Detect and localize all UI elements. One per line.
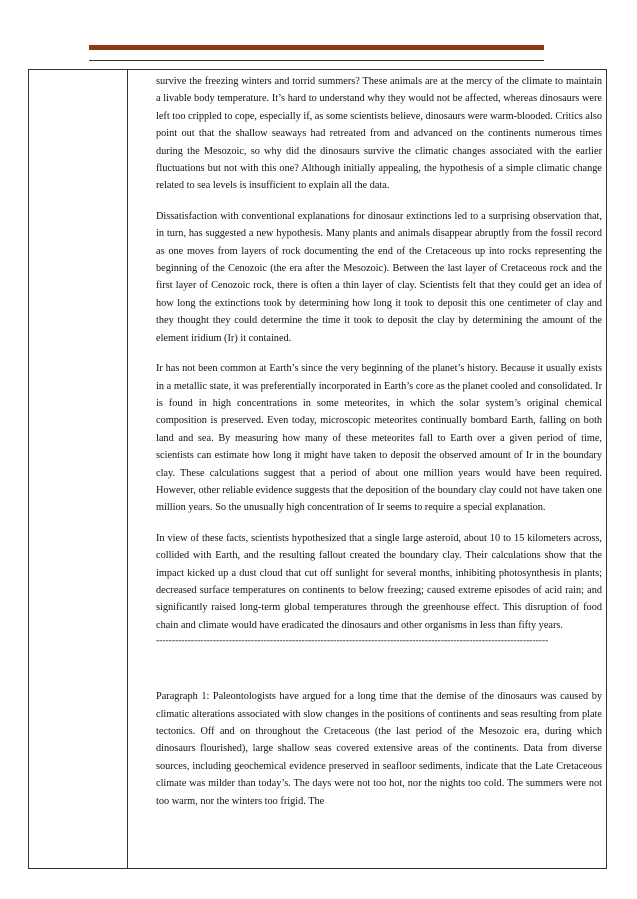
paragraph-question-1: Paragraph 1: Paleontologists have argued for a long time that the demise of the dinosaurs was caused by climatic alterations associated with slow changes in the positions of continents and seas resulting from plate tectonics. Off and on throughout the Cretaceous (the last period of the Mesozoic era, during which dinosaurs flourished), large shallow seas covered extensive areas of the continents. Data from diverse sources, including geochemical evidence preserved in seafloor sediments, indicate that the Late Cretaceous climate was milder than today’s. The days were not too hot, nor the nights too cold. The summers were not too warm, nor the winters too frigid. The [156, 691, 602, 807]
left-column [29, 70, 128, 868]
document-table [28, 69, 607, 869]
paragraph-3: Ir has not been common at Earth’s since the very beginning of the planet’s history. Because it usually exists in a metallic state, it was preferentially incorporated in Earth’s core as the planet cooled and consolidated. Ir is found in high concentrations in some meteorites, in which the solar system’s original chemical composition is preserved. Even today, microscopic meteorites continually bombard Earth, falling on both land and sea. By measuring how many of these meteorites fall to Earth over a given period of time, scientists can estimate how long it might have taken to deposit the observed amount of Ir in the boundary clay. These calculations suggest that a period of about one million years would have been required. However, other reliable evidence suggests that the deposition of the boundary clay could not have taken one million years. So the unusually high concentration of Ir seems to require a special explanation. [156, 363, 602, 514]
paragraph-4: In view of these facts, scientists hypothesized that a single large asteroid, about 10 to 15 kilometers across, collided with Earth, and the resulting fallout created the boundary clay. Their calculations show that the impact kicked up a dust cloud that cut off sunlight for several months, inhibiting photosynthesis in plants; decreased surface temperatures on continents to below freezing; caused extreme episodes of acid rain; and significantly raised long-term global temperatures through the greenhouse effect. This disruption of food chain and climate would have eradicated the dinosaurs and other organisms in less than fifty years. [156, 532, 602, 631]
header-bar [89, 45, 544, 50]
content-column [156, 73, 602, 810]
paragraph-1: survive the freezing winters and torrid summers? These animals are at the mercy of the climate to maintain a livable body temperature. It’s hard to understand why they would not be affected, whereas dinosaurs were left too crippled to cope, especially if, as some scientists believe, dinosaurs were warm-blooded. Critics also point out that the shallow seaways had retreated from and advanced on the continents numerous times during the Mesozoic, so why did the dinosaurs survive the climatic changes associated with the earlier fluctuations but not with this one? Although initially appealing, the hypothesis of a simple climatic change related to sea levels is insufficient to explain all the data. [156, 76, 602, 192]
separator-line: ---------------------------------------------------------------------------------------------------------------------------- [156, 636, 549, 647]
paragraph-2: Dissatisfaction with conventional explanations for dinosaur extinctions led to a surprising observation that, in turn, has suggested a new hypothesis. Many plants and animals disappear abruptly from the fossil record as one moves from layers of rock documenting the end of the Cretaceous up into rocks representing the beginning of the Cenozoic (the era after the Mesozoic). Between the last layer of Cretaceous rock and the first layer of Cenozoic rock, there is often a thin layer of clay. Scientists felt that they could get an idea of how long the extinctions took by determining how long it took to deposit this one centimeter of clay and they thought they could determine the time it took to deposit the clay by determining the amount of the element iridium (Ir) it contained. [156, 210, 602, 344]
header-rule [89, 60, 544, 61]
